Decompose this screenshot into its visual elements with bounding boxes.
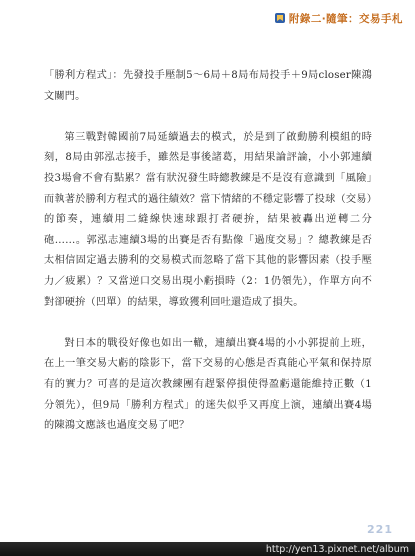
paragraph-korea-game: 第三戰對韓國前7局延續過去的模式，於是到了啟動勝利模組的時刻，8局由郭泓志接手，雖然是事後諸葛，用結果論評論，小小郭連續投3場會不會有點累？當有狀況發生時總教練是不是沒有意識到「風險」而執著於勝利方程式的過往績效？當下情緒的不穩定影響了投球（交易）的節奏，連續用二縫線快速球跟打者硬拚，結果被轟出逆轉二分砲……。郭泓志連續3場的出賽是否有點像「過度交易」？總教練是否太相信固定過去勝利的交易模式而忽略了當下其他的影響因素（投手壓力／疲累）？又當逆口交易出現小虧損時（2：1仍領先），作單方向不對卻硬拚（凹單）的結果，導致獲利回吐還造成了損失。 (44, 131, 372, 308)
watermark-bar (0, 542, 415, 556)
bookmark-icon (274, 12, 286, 24)
page-number: 221 (367, 523, 393, 536)
paragraph-formula: 「勝利方程式」：先發投手壓制5～6局＋8局布局投手＋9局closer陳鴻文關門。 (44, 70, 372, 102)
header-title: 附錄二‧隨筆：交易手札 (288, 12, 403, 25)
running-header (274, 10, 403, 26)
watermark-url: http://yen13.pixnet.net/album (265, 544, 409, 555)
body-text (44, 66, 372, 437)
paragraph-japan-game: 對日本的戰役好像也如出一轍，連續出賽4場的小小郭提前上班，在上一筆交易大虧的陰影下，當下交易的心態是否真能心平氣和保持原有的實力？可喜的是這次教練團有趕緊停損使得盈虧還能維持正數（1分領先），但9局「勝利方程式」的迷失似乎又再度上演，連續出賽4場的陳鴻文應該也過度交易了吧？ (44, 337, 372, 432)
